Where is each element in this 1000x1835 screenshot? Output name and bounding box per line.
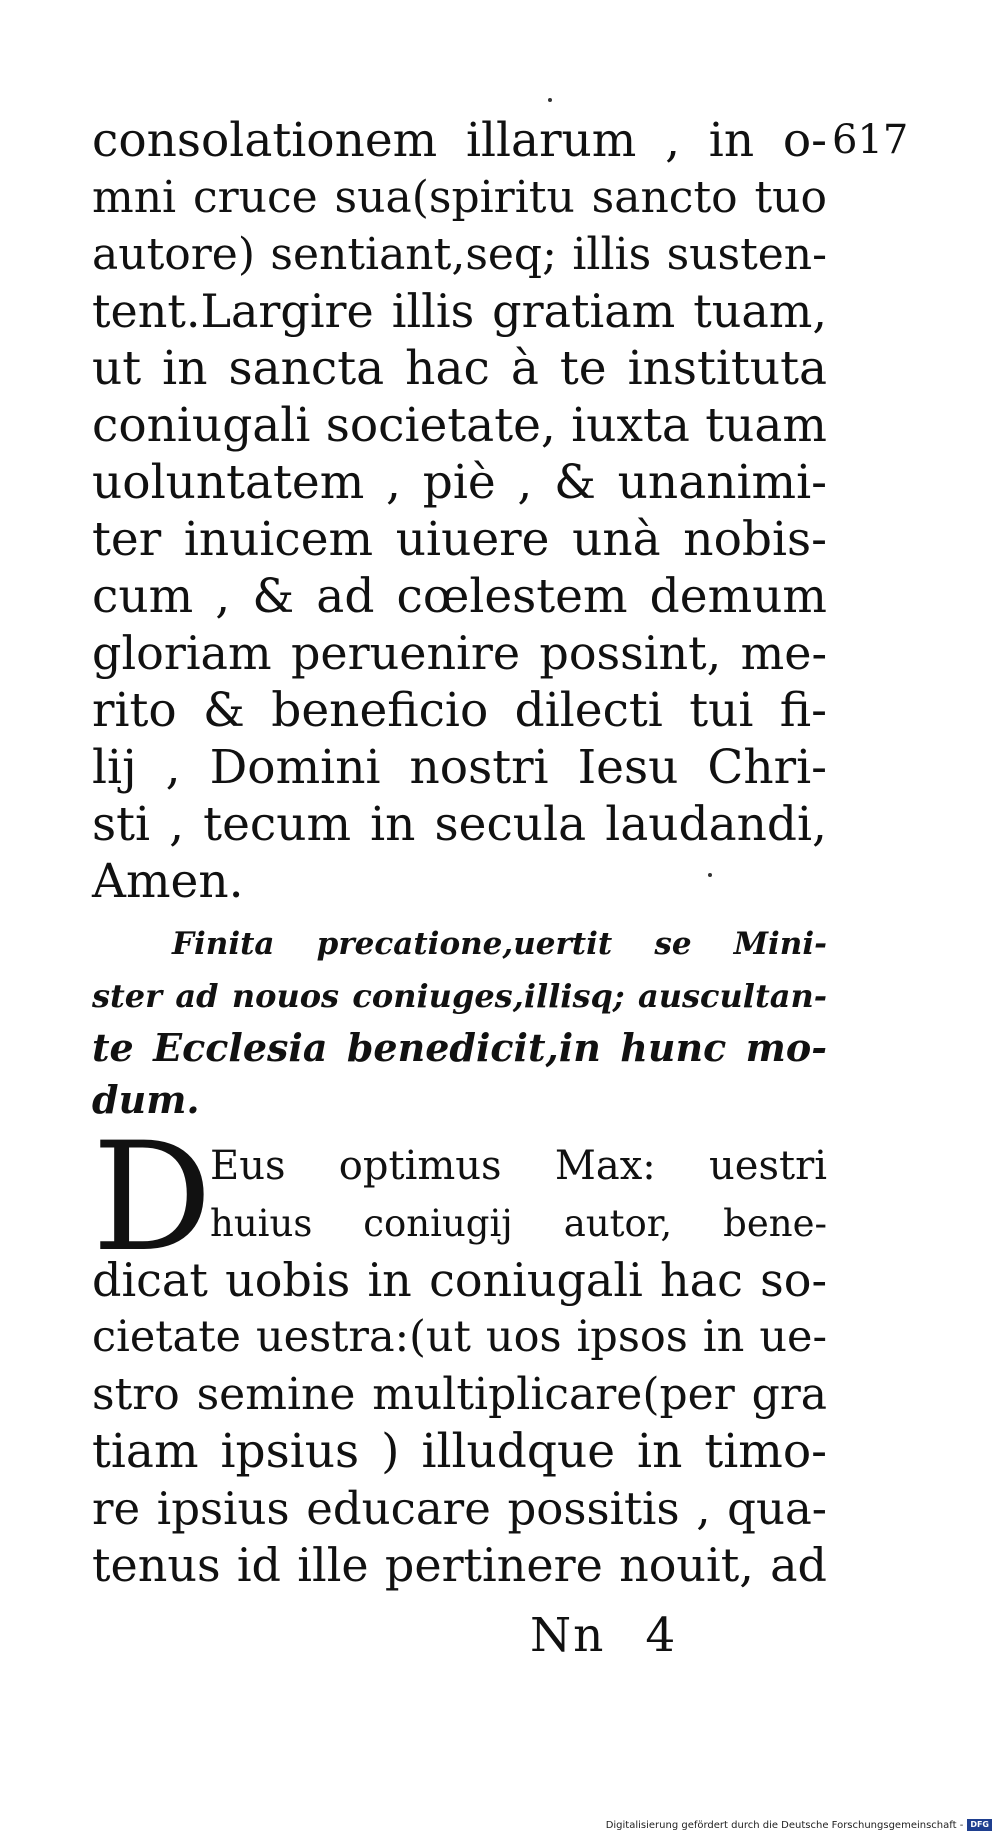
text-line: autore) sentiant,seq; illis susten-: [92, 229, 827, 280]
text-line: Amen.: [92, 854, 244, 909]
scan-speck: [708, 873, 712, 877]
text-line: consolationem illarum , in o-: [92, 113, 827, 168]
text-line: ter inuicem uiuere unà nobis-: [92, 512, 827, 567]
text-line: re ipsius educare possitis , qua-: [92, 1482, 827, 1535]
text-line: huius coniugij autor, bene-: [210, 1202, 827, 1245]
text-line: tent.Largire illis gratiam tuam,: [92, 284, 827, 338]
text-line: stro semine multiplicare(per gra: [92, 1369, 827, 1420]
text-line: gloriam peruenire possint, me-: [92, 626, 827, 680]
drop-cap-initial: D: [92, 1111, 213, 1285]
credit-text: Digitalisierung gefördert durch die Deutsche Forschungsgemeinschaft -: [605, 1819, 964, 1831]
text-line: tenus id ille pertinere nouit, ad: [92, 1538, 827, 1592]
signature-number: 4: [645, 1608, 678, 1663]
signature-mark: [530, 1608, 678, 1663]
text-line: Eus optimus Max: uestri: [210, 1143, 827, 1189]
rubric-instruction: [92, 918, 827, 1126]
text-line: dicat uobis in coniugali hac so-: [92, 1253, 827, 1307]
blessing-paragraph: [92, 1111, 827, 1594]
rubric-line: te Ecclesia benedicit,in hunc mo-: [92, 1025, 827, 1070]
text-line: cum , & ad cœlestem demum: [92, 569, 827, 624]
text-line: uoluntatem , piè , & unanimi-: [92, 455, 827, 510]
text-line: coniugali societate, iuxta tuam: [92, 398, 827, 453]
text-line: rito & beneficio dilecti tui fi-: [92, 683, 827, 738]
rubric-line: ster ad nouos coniuges,illisq; auscultan-: [92, 977, 827, 1015]
text-line: lij , Domini nostri Iesu Chri-: [92, 740, 827, 795]
digitization-credit: [606, 1819, 992, 1831]
text-line: mni cruce sua(spiritu sancto tuo: [92, 172, 827, 223]
text-line: cietate uestra:(ut uos ipsos in ue-: [92, 1312, 827, 1362]
page-number: 617: [832, 117, 909, 163]
text-line: sti , tecum in secula laudandi,: [92, 797, 827, 852]
rubric-line: Finita precatione,uertit se Mini-: [172, 926, 827, 962]
text-line: tiam ipsius ) illudque in timo-: [92, 1424, 827, 1479]
scan-speck: [548, 98, 552, 102]
rubric-line: dum.: [92, 1077, 200, 1122]
signature-letters: Nn: [530, 1608, 606, 1663]
text-line: ut in sancta hac à te instituta: [92, 341, 827, 396]
prayer-paragraph: [92, 112, 827, 910]
dfg-logo: DFG: [967, 1819, 992, 1831]
